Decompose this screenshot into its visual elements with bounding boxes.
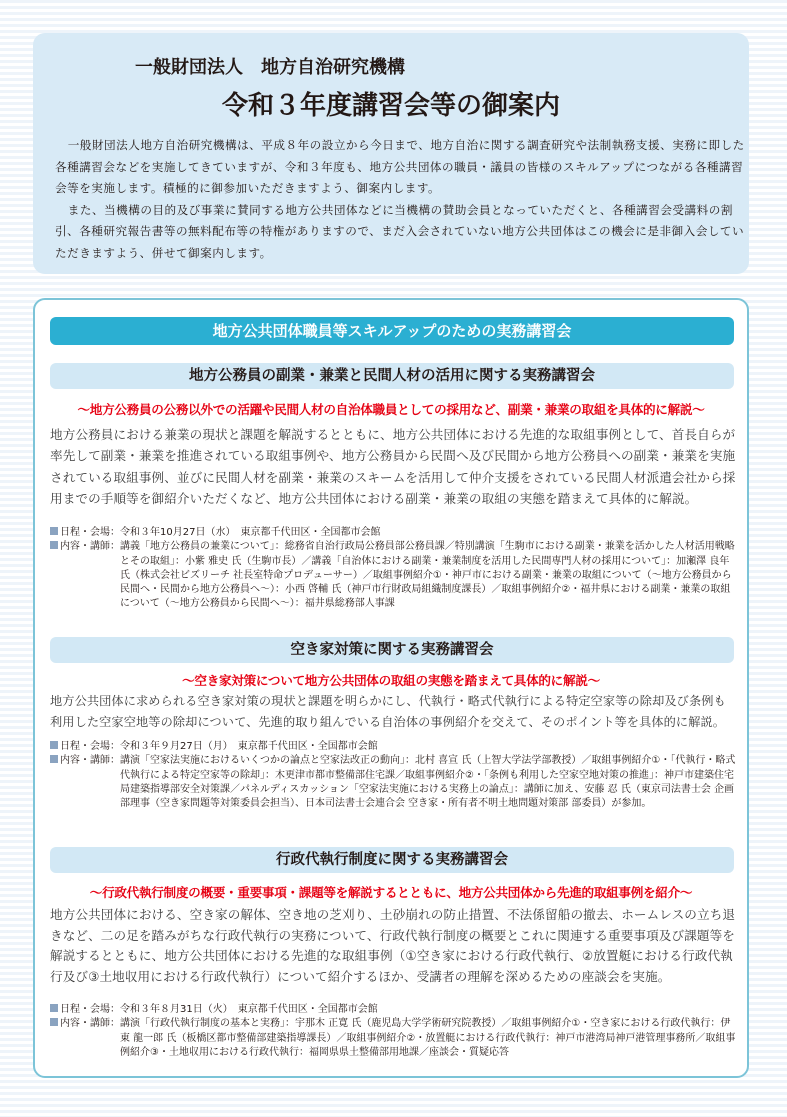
square-bullet-icon [50, 1018, 58, 1026]
schedule-label: 日程・会場： [60, 741, 120, 752]
schedule-row [50, 1003, 740, 1017]
square-bullet-icon [50, 755, 58, 763]
square-bullet-icon [50, 1004, 58, 1012]
section-title: 行政代執行制度に関する実務講習会 [50, 847, 734, 873]
section-subtitle: ～空き家対策について地方公共団体の取組の実態を踏まえて具体的に解説～ [182, 673, 600, 688]
schedule-value: 令和３年10月27日（水） 東京都千代田区・全国都市会館 [120, 527, 381, 538]
intro-paragraph: 一般財団法人地方自治研究機構は、平成８年の設立から今日まで、地方自治に関する調査研究や法制執務支援、実務に即した各種講習会などを実施してきていますが、令和３年度も、地方公共団体の職員・議員の皆様のスキルアップにつながる各種講習会等を実施します。積極的に御参加いただきますよう、御案内します。 [55, 138, 745, 195]
square-bullet-icon [50, 527, 58, 535]
section-title: 空き家対策に関する実務講習会 [50, 637, 734, 663]
lecturers-value: 講演「行政代執行制度の基本と実務」：宇那木 正寛 氏（鹿児島大学学術研究院教授）／取組事例紹介①・空き家における行政代執行：伊東 龍一郎 氏（板橋区都市整備部建築指導課長）／取組事例紹介②・放置艇における行政代執行：神戸市港湾局神戸港管理事務所／取組事例紹介③・土地収用における行政代執行：福岡県県土整備部用地課／座談会・質疑応答 [120, 1018, 736, 1058]
section-subtitle: ～地方公務員の公務以外での活躍や民間人材の自治体職員としての採用など、副業・兼業の取組を具体的に解説～ [77, 402, 705, 417]
section-info [50, 526, 740, 612]
schedule-row [50, 740, 740, 754]
section-info [50, 740, 740, 811]
lecturers-label: 内容・講師： [60, 1018, 120, 1030]
section-description: 地方公共団体における、空き家の解体、空き地の芝刈り、土砂崩れの防止措置、不法係留船の撤去、ホームレスの立ち退きなど、二の足を踏みがちな行政代執行の実務について、行政代執行制度の概要とこれに関連する重要事項及び課題等を解説するとともに、地方公共団体における先進的な取組事例（①空き家における行政代執行、②放置艇における行政代執行及び③土地収用における行政代執行）について紹介するほか、受講者の理解を深めるための座談会を実施。 [50, 907, 736, 984]
lecturers-label: 内容・講師： [60, 755, 120, 767]
section-info [50, 1003, 740, 1060]
square-bullet-icon [50, 741, 58, 749]
intro-paragraph: また、当機構の目的及び事業に賛同する地方公共団体などに当機構の賛助会員となっていただくと、各種講習会受講料の割引、各種研究報告書等の無料配布等の特権がありますので、まだ入会されていない地方公共団体はこの機会に是非御入会していただきますよう、併せて御案内します。 [55, 202, 745, 260]
main-heading: 地方公共団体職員等スキルアップのための実務講習会 [50, 317, 734, 345]
square-bullet-icon [50, 541, 58, 549]
page-title: 令和３年度講習会等の御案内 [221, 91, 560, 121]
lecturers-row [50, 754, 740, 811]
lecturers-label: 内容・講師： [60, 541, 120, 553]
intro-box [33, 33, 749, 274]
schedule-label: 日程・会場： [60, 527, 120, 538]
section-description: 地方公務員における兼業の現状と課題を解説するとともに、地方公共団体における先進的な取組事例として、首長自らが率先して副業・兼業を推進されている取組事例や、地方公務員から民間へ及び民間から地方公務員への副業・兼業を実施されている取組事例、並びに民間人材を副業・兼業のスキームを活用して仲介支援をされている民間人材派遣会社から採用までの手順等を御紹介いただくなど、地方公共団体における副業・兼業の取組の実態を踏まえて具体的に解説。 [50, 427, 736, 506]
schedule-label: 日程・会場： [60, 1004, 120, 1015]
organization-name: 一般財団法人 地方自治研究機構 [135, 57, 405, 78]
intro-text [55, 135, 745, 264]
lecturers-value: 講演「空家法実施におけるいくつかの論点と空家法改正の動向」：北村 喜宣 氏（上智大学法学部教授）／取組事例紹介①・「代執行・略式代執行による特定空家等の除却」：木更津市都市整備部住宅課／取組事例紹介②・「条例も利用した空家空地対策の推進」：神戸市建築住宅局建築指導部安全対策課／パネルディスカッション「空家法実施における実務上の論点」：講師に加え、安藤 忍 氏（東京司法書士会 企画部理事（空き家問題等対策委員会担当）、日本司法書士会連合会 空き家・所有者不明土地問題対策部 部委員）が参加。 [120, 755, 736, 810]
schedule-value: 令和３年９月27日（月） 東京都千代田区・全国都市会館 [120, 741, 378, 752]
section-description: 地方公共団体に求められる空き家対策の現状と課題を明らかにし、代執行・略式代執行による特定空家等の除却及び条例も利用した空家空地等の除却について、先進的取り組んでいる自治体の事例紹介を交えて、そのポイント等を具体的に解説。 [50, 694, 726, 729]
section-subtitle: ～行政代執行制度の概要・重要事項・課題等を解説するとともに、地方公共団体から先進的取組事例を紹介～ [89, 885, 693, 900]
seminar-panel [33, 298, 749, 1078]
schedule-row [50, 526, 740, 540]
lecturers-row [50, 1017, 740, 1060]
lecturers-row [50, 540, 740, 611]
lecturers-value: 講義「地方公務員の兼業について」：総務省自治行政局公務員部公務員課／特別講演「生駒市における副業・兼業を活かした人材活用戦略とその取組」：小紫 雅史 氏（生駒市長）／講義「自治体における副業・兼業制度を活用した民間専門人材の採用について」：加瀬澤 良年 氏（株式会社ビズリーチ 社長室特命プロデューサー）／取組事例紹介①・神戸市における副業・兼業の取組について（～地方公務員から民間へ・民間から地方公務員へ～）：小西 啓輔 氏（神戸市行財政局組織制度課長）／取組事例紹介②・福井県における副業・兼業の取組について（～地方公務員から民間へ～）：福井県総務部人事課 [120, 541, 735, 610]
schedule-value: 令和３年８月31日（火） 東京都千代田区・全国都市会館 [120, 1004, 378, 1015]
section-title: 地方公務員の副業・兼業と民間人材の活用に関する実務講習会 [50, 363, 734, 389]
